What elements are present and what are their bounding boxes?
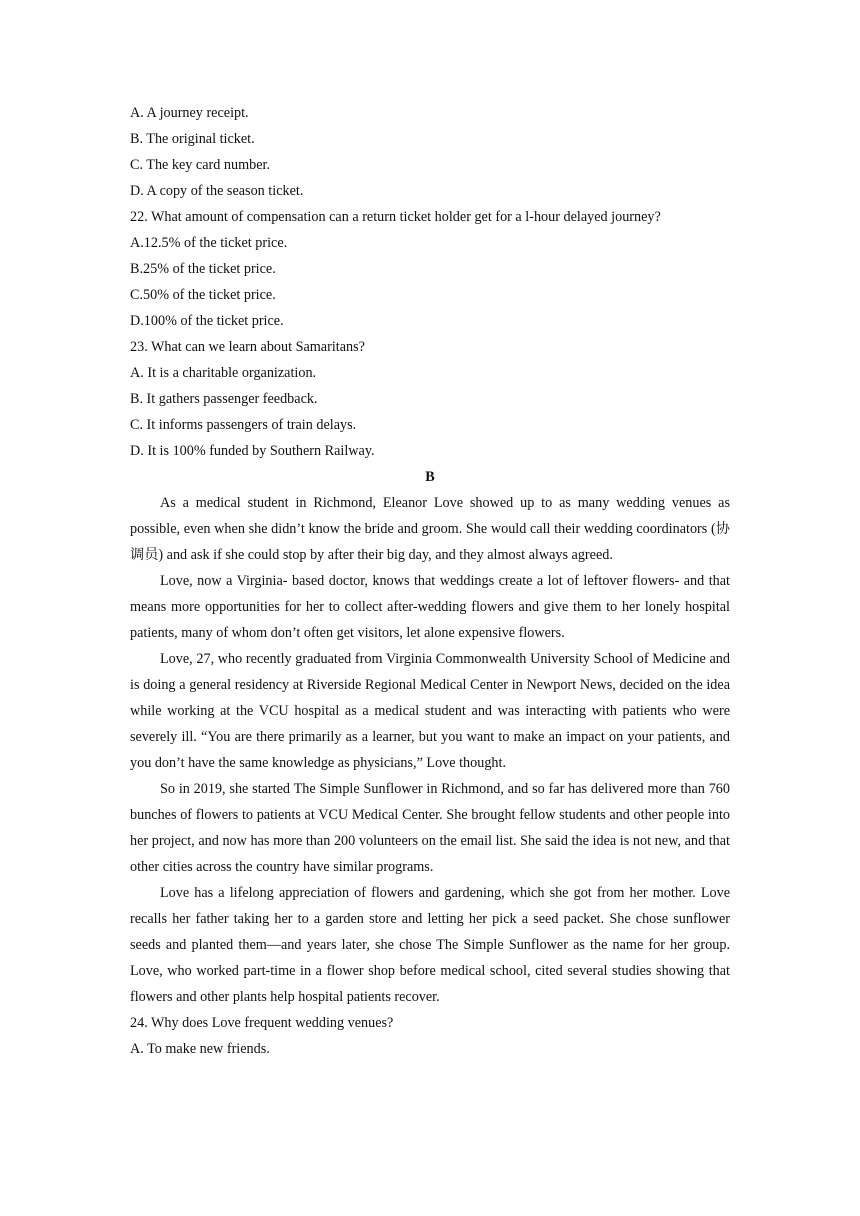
q22-option-d: D.100% of the ticket price.	[130, 313, 284, 329]
q23-option-c: C. It informs passengers of train delays.	[130, 417, 357, 433]
q23-option-b: B. It gathers passenger feedback.	[130, 391, 318, 407]
section-title: B	[425, 469, 435, 485]
document-page	[130, 100, 730, 1062]
passage-paragraph-4: So in 2019, she started The Simple Sunflower in Richmond, and so far has delivered more than 760 bunches of flowers to patients at VCU Medical Center. She brought fellow students and other people into her project, and now has more than 200 volunteers on the email list. She said the idea is not new, and that other cities across the country have similar programs.	[130, 781, 730, 875]
q21-option-a: A. A journey receipt.	[130, 105, 249, 121]
passage-paragraph-5: Love has a lifelong appreciation of flowers and gardening, which she got from her mother. Love recalls her father taking her to a garden store and letting her pick a seed packet. She chose sunflower seeds and planted them—and years later, she chose The Simple Sunflower as the name for her group. Love, who worked part-time in a flower shop before medical school, cited several studies showing that flowers and other plants help hospital patients recover.	[130, 885, 730, 1005]
q22-option-a: A.12.5% of the ticket price.	[130, 235, 288, 251]
q21-option-c: C. The key card number.	[130, 157, 270, 173]
q24-option-a: A. To make new friends.	[130, 1041, 270, 1057]
passage-paragraph-3: Love, 27, who recently graduated from Virginia Commonwealth University School of Medicine and is doing a general residency at Riverside Regional Medical Center in Newport News, decided on the idea while working at the VCU hospital as a medical student and was interacting with patients who were severely ill. “You are there primarily as a learner, but you want to make an impact on your patients, and you don’t have the same knowledge as physicians,” Love thought.	[130, 651, 730, 771]
q21-option-b: B. The original ticket.	[130, 131, 255, 147]
q22-option-c: C.50% of the ticket price.	[130, 287, 276, 303]
passage-paragraph-1: As a medical student in Richmond, Eleanor Love showed up to as many wedding venues as possible, even when she didn’t know the bride and groom. She would call their wedding coordinators (协调员) and ask if she could stop by after their big day, and they almost always agreed.	[130, 495, 730, 563]
passage-paragraph-2: Love, now a Virginia- based doctor, knows that weddings create a lot of leftover flowers- and that means more opportunities for her to collect after-wedding flowers and give them to her lonely hospital patients, many of whom don’t often get visitors, let alone expensive flowers.	[130, 573, 730, 641]
q24-question: 24. Why does Love frequent wedding venues?	[130, 1015, 394, 1031]
q23-option-d: D. It is 100% funded by Southern Railway.	[130, 443, 375, 459]
q21-option-d: D. A copy of the season ticket.	[130, 183, 304, 199]
q23-question: 23. What can we learn about Samaritans?	[130, 339, 365, 355]
q22-option-b: B.25% of the ticket price.	[130, 261, 276, 277]
q22-question: 22. What amount of compensation can a return ticket holder get for a l-hour delayed journey?	[130, 209, 661, 225]
q23-option-a: A. It is a charitable organization.	[130, 365, 317, 381]
